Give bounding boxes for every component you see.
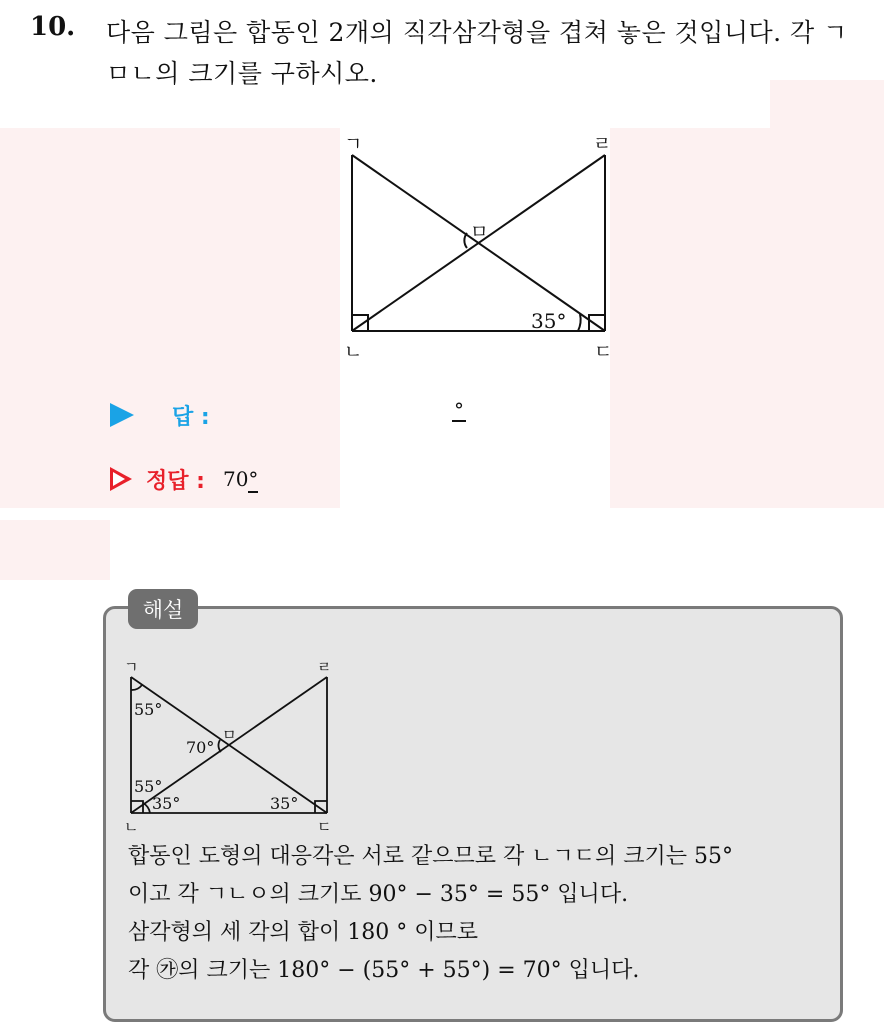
sol-angle-70: 70° xyxy=(186,738,215,757)
sol-label-B: ㄴ xyxy=(124,818,139,836)
sol-arc-A xyxy=(131,685,142,690)
answer-label: 답 : xyxy=(172,404,210,430)
solution-tab: 해설 xyxy=(128,589,198,629)
label-A: ㄱ xyxy=(344,133,363,155)
sol-angle-35-right: 35° xyxy=(270,794,299,813)
label-D: ㄹ xyxy=(593,133,612,155)
angle-label-35: 35° xyxy=(531,309,567,333)
label-E: ㅁ xyxy=(470,221,489,243)
sol-label-E: ㅁ xyxy=(222,726,237,744)
sol-label-D: ㄹ xyxy=(317,658,332,676)
correct-answer-value: 70° xyxy=(222,467,259,491)
answer-blank[interactable]: ° xyxy=(454,398,464,422)
solution-line: 이고 각 ㄱㄴㅇ의 크기도 90° − 35° = 55° 입니다. xyxy=(128,882,629,907)
question-number: 10. xyxy=(30,12,76,42)
correct-answer-label: 정답 : xyxy=(146,468,205,494)
label-C: ㄷ xyxy=(594,341,613,363)
question-text: 다음 그림은 합동인 2개의 직각삼각형을 겹쳐 놓은 것입니다. 각 ㄱㅁㄴ의 크기를 구하시오. xyxy=(106,18,848,88)
label-B: ㄴ xyxy=(344,341,363,363)
sol-label-A: ㄱ xyxy=(124,658,139,676)
sol-angle-55-top: 55° xyxy=(134,700,163,719)
sol-label-C: ㄷ xyxy=(317,818,332,836)
solution-text xyxy=(128,838,838,990)
solution-line: 합동인 도형의 대응각은 서로 같으므로 각 ㄴㄱㄷ의 크기는 55° xyxy=(128,844,733,869)
solution-line: 삼각형의 세 각의 합이 180 ° 이므로 xyxy=(128,920,478,945)
sol-angle-35-left: 35° xyxy=(152,794,181,813)
sol-arc-B xyxy=(143,803,150,813)
sol-arc-E xyxy=(218,740,221,752)
solution-line: 각 ㉮의 크기는 180° − (55° + 55°) = 70° 입니다. xyxy=(128,958,640,983)
sol-angle-55-bottom: 55° xyxy=(134,777,163,796)
